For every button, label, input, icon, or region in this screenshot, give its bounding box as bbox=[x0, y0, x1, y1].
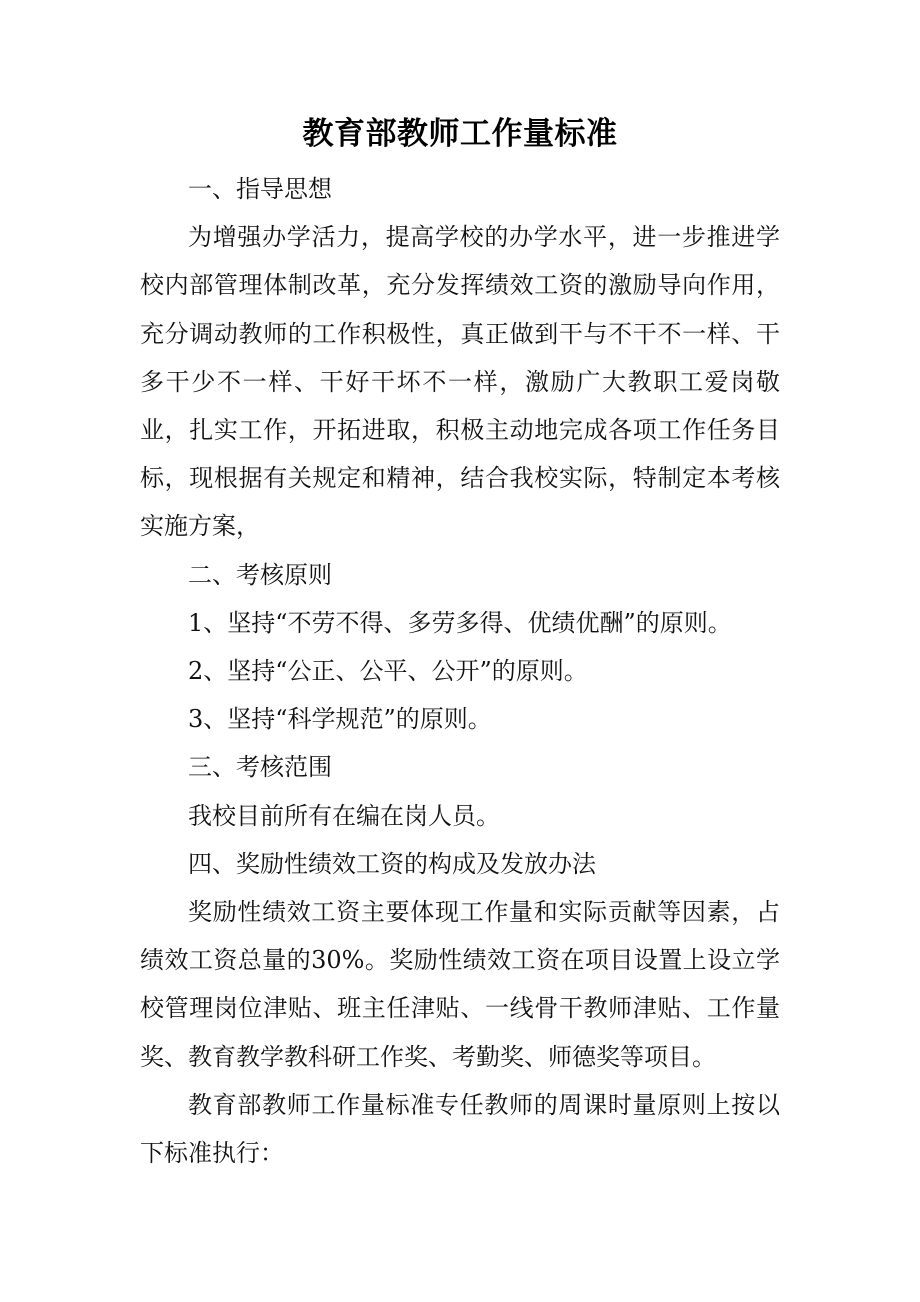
heading-assessment-principles: 二、考核原则 bbox=[188, 560, 332, 589]
paragraph-assessment-scope: 我校目前所有在编在岗人员。 bbox=[188, 801, 500, 830]
principle-item-3: 3、坚持“科学规范”的原则。 bbox=[188, 705, 492, 734]
heading-assessment-scope: 三、考核范围 bbox=[188, 753, 332, 782]
heading-guiding-ideology: 一、指导思想 bbox=[188, 175, 332, 203]
paragraph-incentive-pay: 奖励性绩效工资主要体现工作量和实际贡献等因素，占绩效工资总量的30%。奖励性绩效工资在项目设置上设立学校管理岗位津贴、班主任津贴、一线骨干教师津贴、工作量奖、教育教学教科研工作奖、考勤奖、师德奖等项目。 bbox=[140, 898, 780, 1071]
document-body bbox=[140, 165, 780, 1177]
document-title: 教育部教师工作量标准 bbox=[302, 116, 618, 152]
paragraph-guiding-ideology: 为增强办学活力，提高学校的办学水平，进一步推进学校内部管理体制改革，充分发挥绩效工资的激励导向作用，充分调动教师的工作积极性，真正做到干与不干不一样、干多干少不一样、干好干坏不一样，激励广大教职工爱岗敬业，扎实工作，开拓进取，积极主动地完成各项工作任务目标，现根据有关规定和精神，结合我校实际，特制定本考核实施方案， bbox=[140, 223, 780, 541]
principle-item-1: 1、坚持“不劳不得、多劳多得、优绩优酬”的原则。 bbox=[188, 608, 732, 637]
heading-incentive-pay: 四、奖励性绩效工资的构成及发放办法 bbox=[188, 849, 596, 878]
principle-item-2: 2、坚持“公正、公平、公开”的原则。 bbox=[188, 657, 588, 686]
paragraph-workload-standard: 教育部教师工作量标准专任教师的周课时量原则上按以下标准执行： bbox=[140, 1090, 780, 1168]
